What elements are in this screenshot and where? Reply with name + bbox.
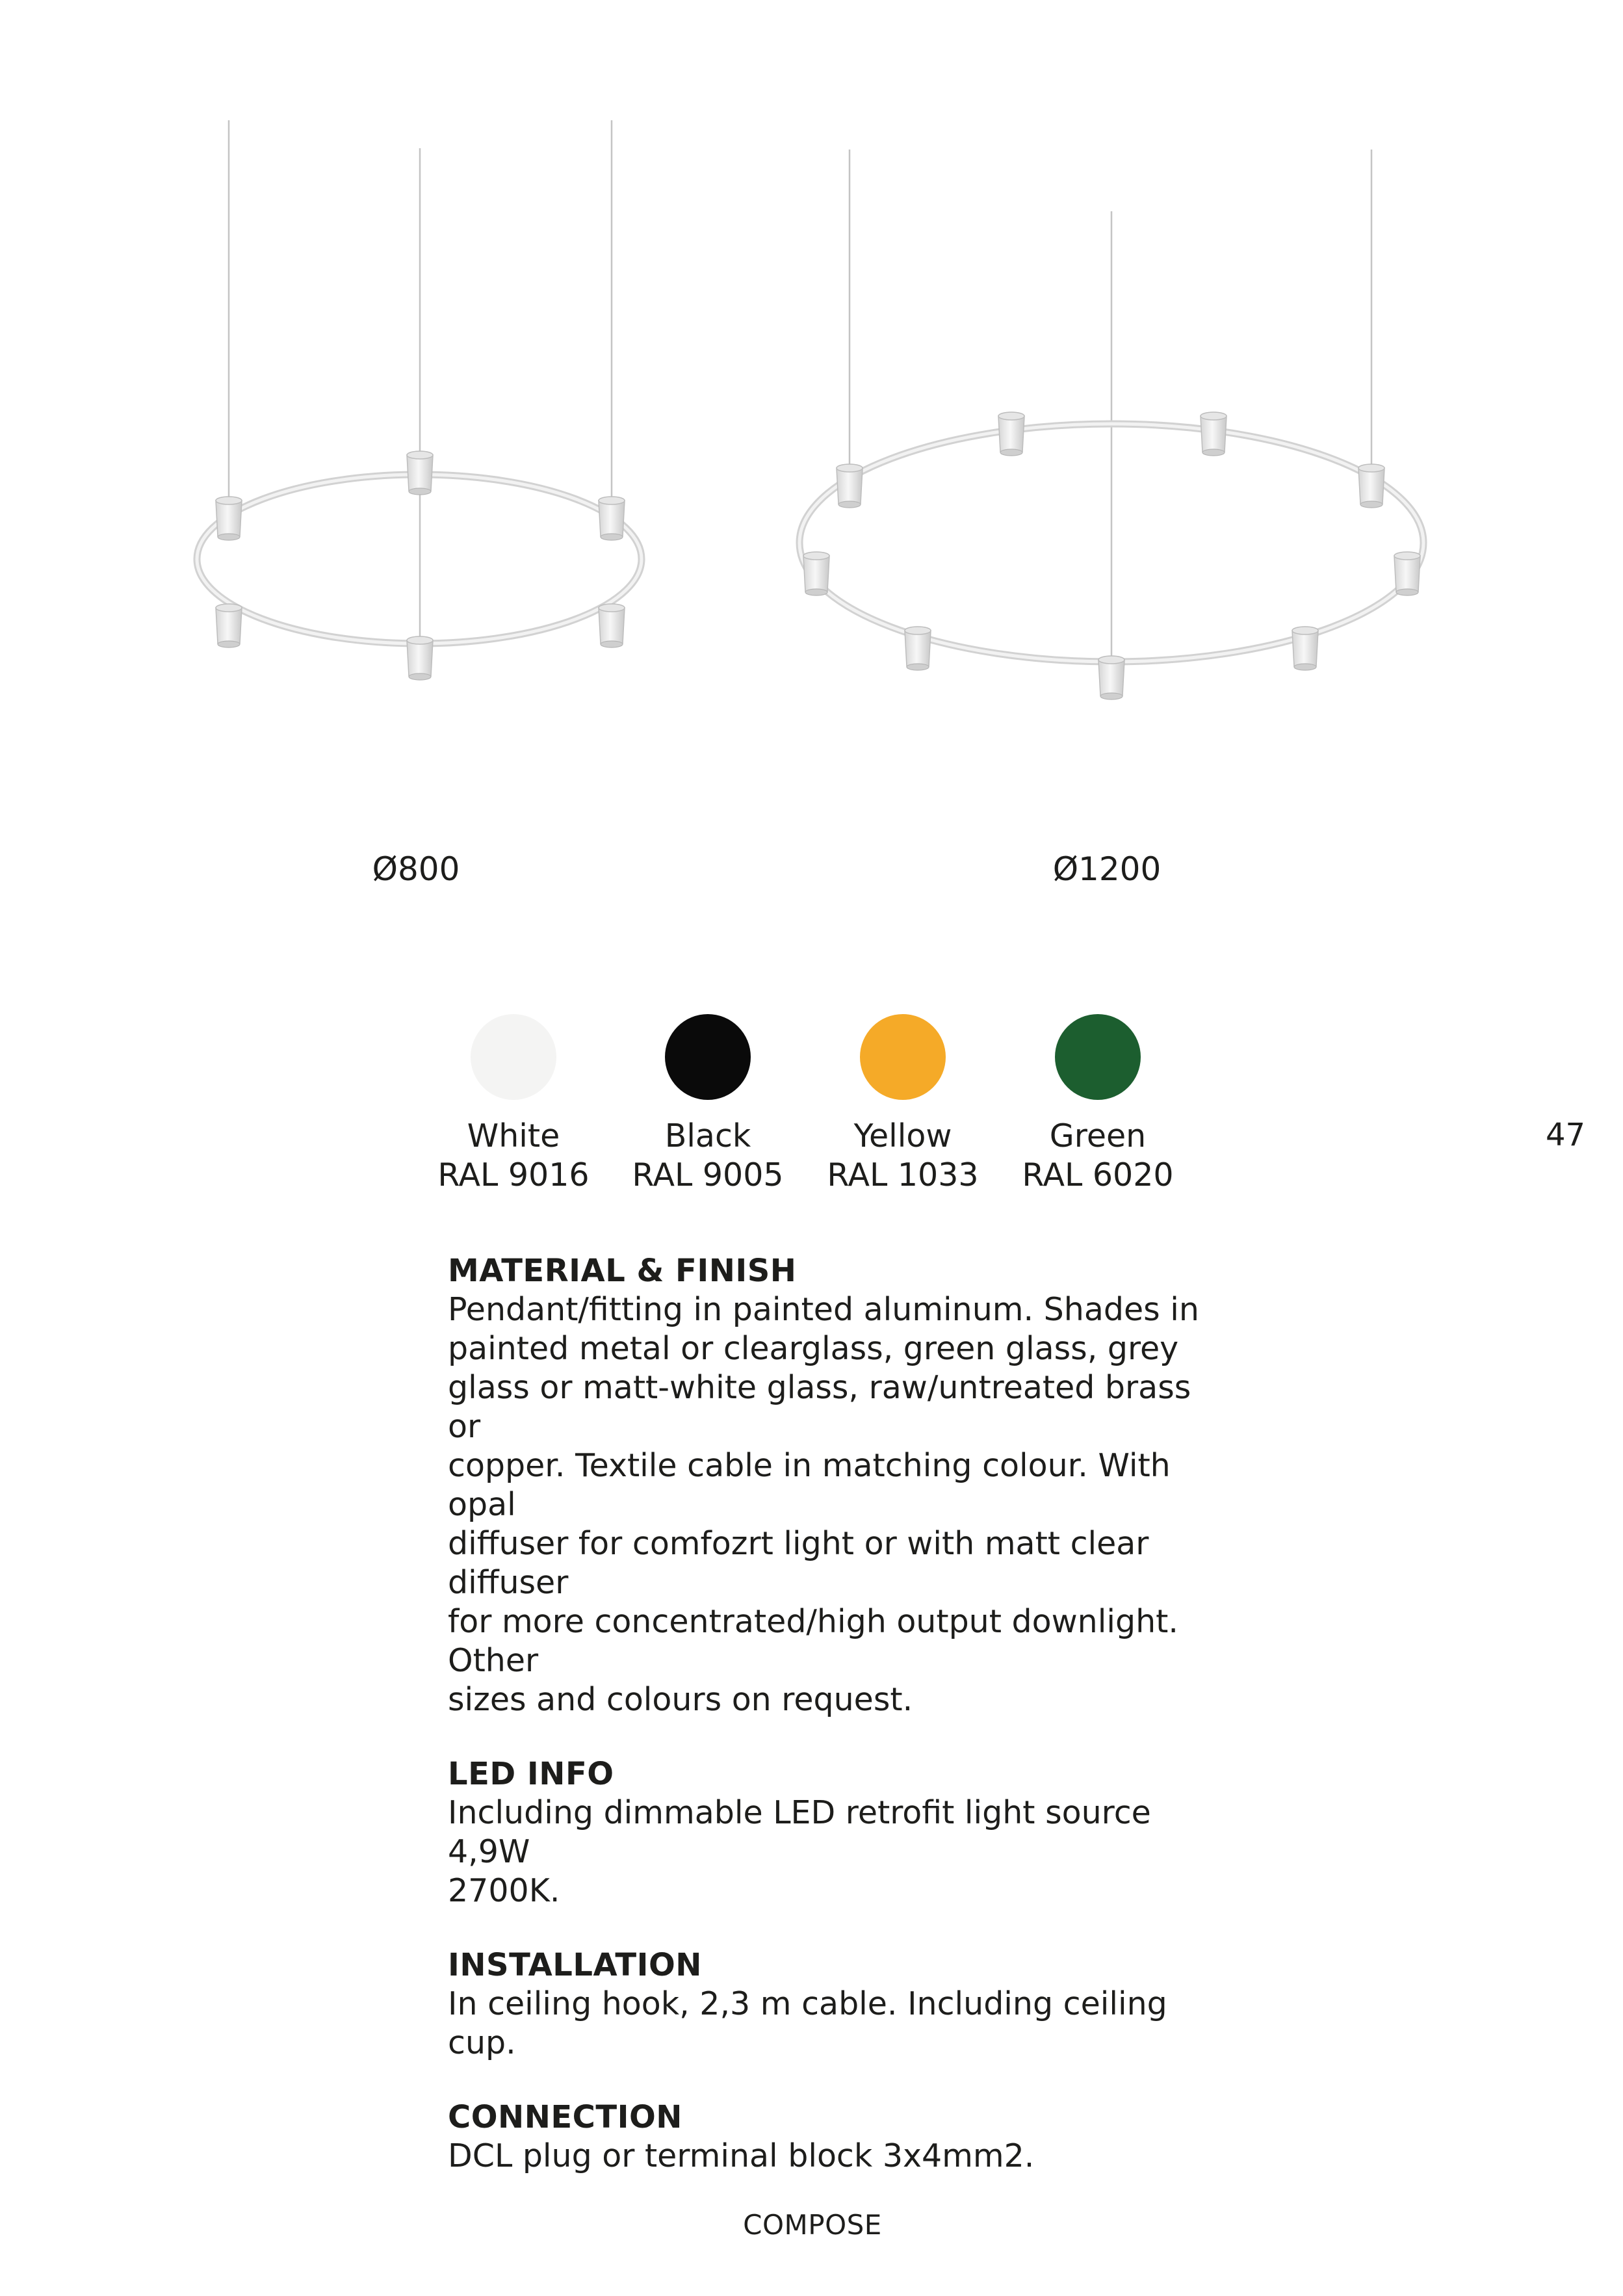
colour-name: Black <box>664 1117 751 1155</box>
dimension-label-1200: Ø1200 <box>1052 850 1162 888</box>
colour-option-white <box>416 1014 611 1195</box>
spec-body: DCL plug or terminal block 3x4mm2. <box>448 2137 1035 2174</box>
product-specifications <box>448 1251 1228 2211</box>
spec-heading: CONNECTION <box>448 2099 682 2135</box>
spec-body: Including dimmable LED retrofit light source 4,9W 2700K. <box>448 1794 1151 1909</box>
lamp-shade <box>837 464 863 508</box>
colour-code: RAL 9005 <box>632 1156 784 1194</box>
colour-code: RAL 1033 <box>827 1156 979 1194</box>
spec-connection <box>448 2098 1228 2176</box>
lamp-shade <box>599 604 625 647</box>
product-illustrations <box>0 0 1623 780</box>
pendant-1200-illustration <box>799 150 1423 699</box>
colour-swatch-yellow <box>860 1014 946 1100</box>
spec-installation <box>448 1946 1228 2063</box>
lamp-shade <box>599 497 625 540</box>
spec-led-info <box>448 1755 1228 1911</box>
colour-name: White <box>467 1117 560 1155</box>
dimension-label-800: Ø800 <box>372 850 460 888</box>
colour-option-yellow <box>805 1014 1000 1195</box>
spec-body: Pendant/fitting in painted aluminum. Shades in painted metal or clearglass, green glass, grey glass or matt-white glass, raw/untreated brass or copper. Textile cable in matching colour. With opal diffuser for comfozrt light or with matt clear diffuser for more concentrated/high output downlight. Other sizes and colours on request. <box>448 1291 1199 1718</box>
lamp-shade <box>1098 656 1124 699</box>
spec-heading: LED INFO <box>448 1756 614 1792</box>
lamp-shade <box>905 627 931 670</box>
lamp-shade <box>998 412 1024 456</box>
footer-brand: COMPOSE <box>743 2209 882 2241</box>
page-number: 47 <box>1546 1117 1586 1153</box>
lamp-shade <box>216 604 242 647</box>
spec-heading: INSTALLATION <box>448 1947 702 1983</box>
pendant-800-illustration <box>197 120 642 680</box>
colour-option-black <box>610 1014 805 1195</box>
colour-code: RAL 6020 <box>1022 1156 1174 1194</box>
lamp-shade <box>1292 627 1318 670</box>
lamp-shade <box>216 497 242 540</box>
lamp-shade <box>407 451 433 495</box>
colour-swatch-white <box>471 1014 556 1100</box>
colour-option-green <box>1000 1014 1195 1195</box>
spec-heading: MATERIAL & FINISH <box>448 1253 797 1289</box>
colour-name: Yellow <box>853 1117 952 1155</box>
lamp-shade <box>1394 552 1420 595</box>
lamp-shade <box>1358 464 1384 508</box>
colour-swatch-green <box>1055 1014 1141 1100</box>
spec-material-finish <box>448 1251 1228 1719</box>
spec-body: In ceiling hook, 2,3 m cable. Including ceiling cup. <box>448 1985 1167 2061</box>
lamp-shade <box>803 552 829 595</box>
lamp-shade <box>407 636 433 680</box>
colour-name: Green <box>1049 1117 1147 1155</box>
lamp-shade <box>1201 412 1227 456</box>
colour-code: RAL 9016 <box>437 1156 590 1194</box>
colour-swatch-black <box>665 1014 751 1100</box>
